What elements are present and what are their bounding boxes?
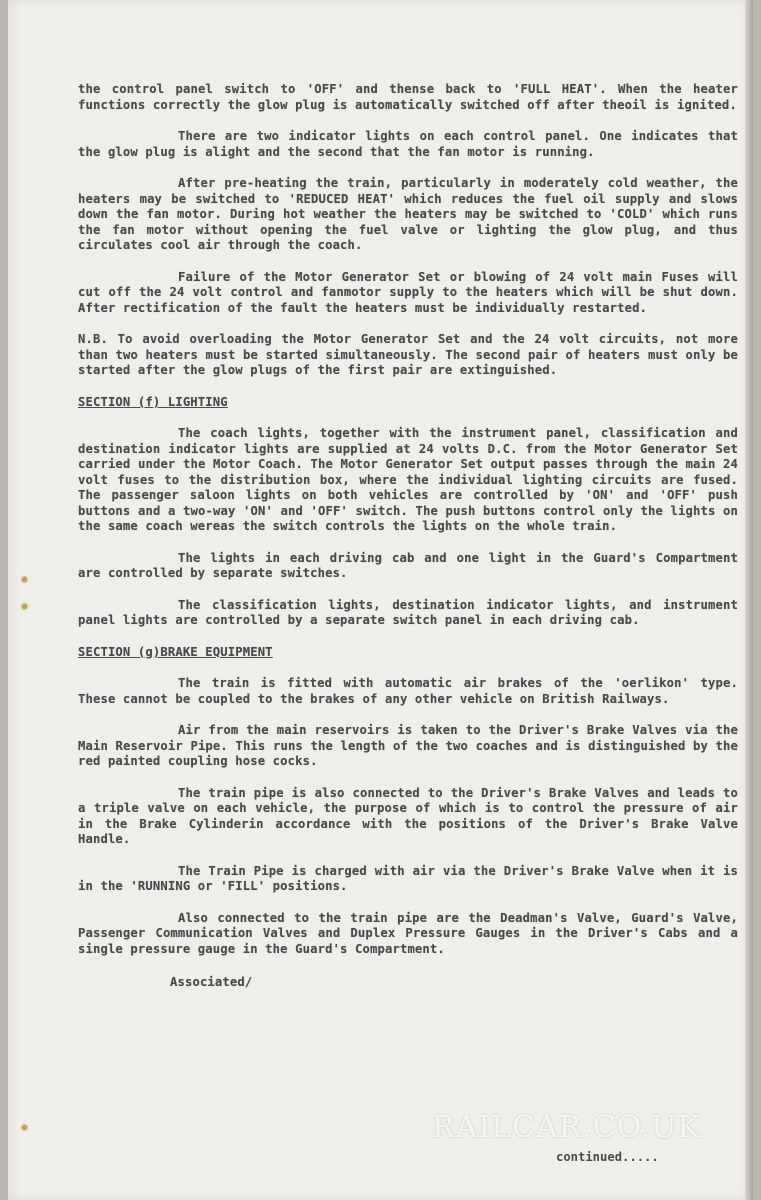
- paragraph: The train pipe is also connected to the Driver's Brake Valves and leads to a triple valve on each vehicle, the purpose of which is to control the pressure of air in the Brake Cylinderin accordance with the positions of the Driver's Brake Valve Handle.: [78, 785, 738, 846]
- continued-note: continued.....: [556, 1150, 659, 1164]
- paragraph: The Train Pipe is charged with air via the Driver's Brake Valve when it is in the 'RUNNING or 'FILL' positions.: [78, 863, 738, 893]
- signoff: Associated/: [170, 975, 253, 989]
- binder-hole: [22, 1125, 27, 1130]
- paragraph: The classification lights, destination indicator lights, and instrument panel lights are controlled by a separate switch panel in each driving cab.: [78, 597, 738, 627]
- paragraph: The lights in each driving cab and one light in the Guard's Compartment are controlled by separate switches.: [78, 550, 738, 580]
- paragraph: Failure of the Motor Generator Set or blowing of 24 volt main Fuses will cut off the 24 volt control and fanmotor supply to the heaters which will be shut down. After rectification of the fault the heaters must be individually restarted.: [78, 269, 738, 315]
- paragraph: Air from the main reservoirs is taken to the Driver's Brake Valves via the Main Reservoir Pipe. This runs the length of the two coaches and is distinguished by the red painted coupling hose cocks.: [78, 723, 738, 768]
- paragraph: The coach lights, together with the instrument panel, classification and destination indicator lights are supplied at 24 volts D.C. from the Motor Generator Set carried under the Motor Coach. The Motor Generator Set output passes through the main 24 volt fuses to the distribution box, where the individual lighting circuits are fused. The passenger saloon lights on both vehicles are controlled by 'ON' and 'OFF' push buttons and a two-way 'ON' and 'OFF' switch. The push buttons control only the lights on the same coach wereas the switch controls the lights on the whole train.: [78, 426, 738, 533]
- paragraph: There are two indicator lights on each control panel. One indicates that the glow plug is alight and the second that the fan motor is running.: [78, 129, 738, 159]
- paragraph: the control panel switch to 'OFF' and thense back to 'FULL HEAT'. When the heater functions correctly the glow plug is automatically switched off after theoil is ignited.: [78, 82, 738, 112]
- binder-hole: [22, 604, 27, 609]
- document-page: [8, 0, 753, 1200]
- paragraph: After pre-heating the train, particularly in moderately cold weather, the heaters may be switched to 'REDUCED HEAT' which reduces the fuel oil supply and slows down the fan motor. During hot weather the heaters may be switched to 'COLD' which runs the fan motor without opening the fuel valve or lighting the glow plug, and thus circulates cool air through the coach.: [78, 176, 738, 252]
- paragraph: The train is fitted with automatic air brakes of the 'oerlikon' type. These cannot be coupled to the brakes of any other vehicle on British Railways.: [78, 676, 738, 706]
- paragraph: Also connected to the train pipe are the Deadman's Valve, Guard's Valve, Passenger Communication Valves and Duplex Pressure Gauges in the Driver's Cabs and a single pressure gauge in the Guard's Compartment.: [78, 910, 738, 956]
- section-heading-brake: SECTION (g)BRAKE EQUIPMENT: [78, 644, 273, 659]
- watermark: RAILCAR.CO.UK: [432, 1110, 701, 1145]
- nb-paragraph: N.B. To avoid overloading the Motor Generator Set and the 24 volt circuits, not more than two heaters must be started simultaneously. The second pair of heaters must only be started after the glow plugs of the first pair are extinguished.: [78, 332, 738, 377]
- section-heading-lighting: SECTION (f) LIGHTING: [78, 394, 228, 409]
- document-body: [78, 82, 738, 991]
- page-edge: [745, 0, 753, 1200]
- binder-hole: [22, 577, 27, 582]
